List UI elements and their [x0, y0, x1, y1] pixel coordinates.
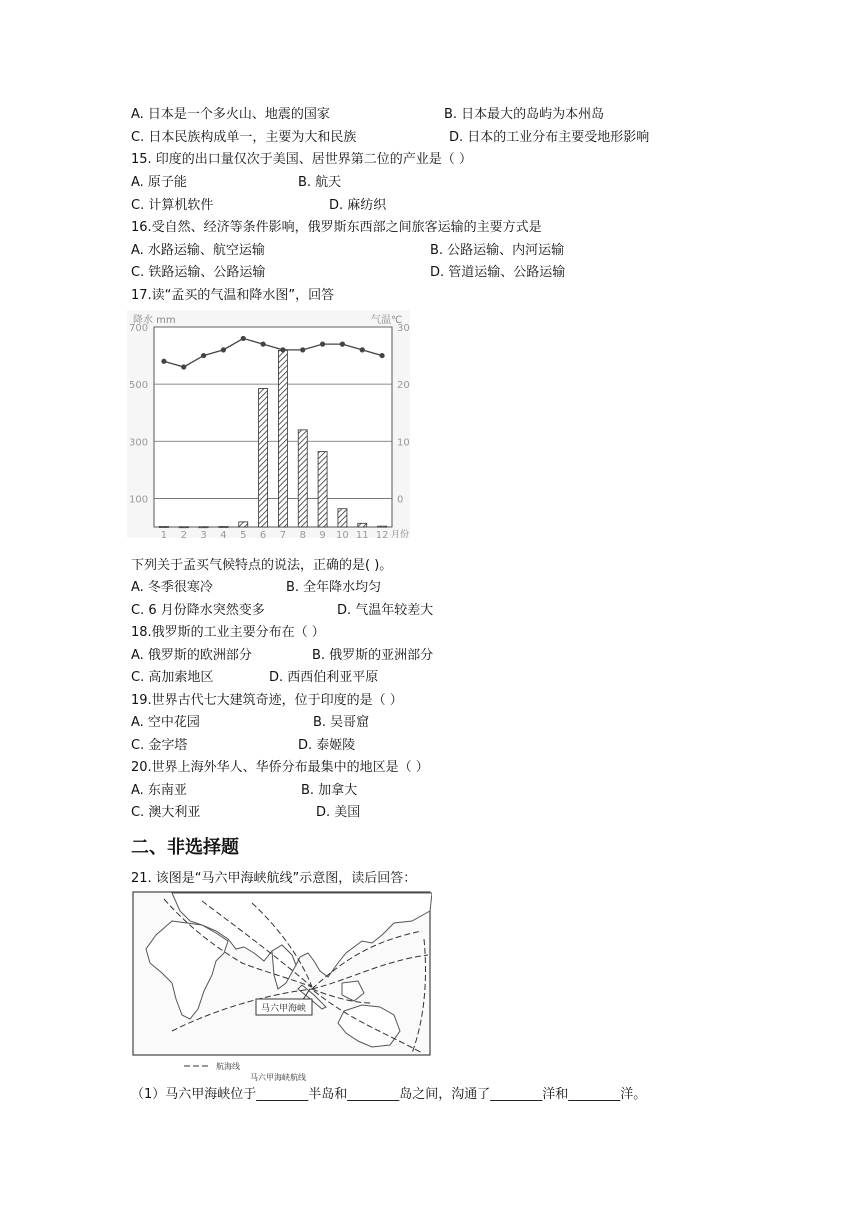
left-tick-label: 300 [129, 437, 149, 449]
q19-option-a: A. 空中花园 [131, 715, 200, 730]
right-tick-label: 20 [397, 380, 410, 392]
right-tick-label: 10 [397, 437, 410, 449]
q21-sub1: （1）马六甲海峡位于________半岛和________岛之间，沟通了________洋和________洋。 [131, 1087, 647, 1102]
temp-point [260, 342, 265, 347]
x-tick-label: 7 [279, 530, 287, 538]
q15-option-a: A. 原子能 [131, 175, 187, 190]
precip-bar [219, 526, 228, 527]
q14-option-d: D. 日本的工业分布主要受地形影响 [449, 130, 650, 145]
x-tick-label: 10 [336, 530, 349, 538]
q17-option-a: A. 冬季很寒冷 [131, 580, 213, 595]
x-axis-label: 月份 [391, 530, 410, 538]
q16-stem: 16.受自然、经济等条件影响，俄罗斯东西部之间旅客运输的主要方式是 [131, 220, 542, 235]
malacca-label: 马六甲海峡 [261, 1004, 307, 1014]
map-caption: 马六甲海峡航线 [250, 1073, 306, 1082]
left-tick-label: 700 [129, 323, 149, 334]
x-tick-label: 12 [375, 530, 389, 538]
temp-point [320, 342, 325, 347]
q18-stem: 18.俄罗斯的工业主要分布在（ ） [131, 625, 325, 640]
precip-bar [159, 526, 168, 527]
q17-option-d: D. 气温年较差大 [337, 603, 434, 618]
right-axis-label: 气温℃ [371, 315, 403, 326]
temp-point [300, 347, 305, 352]
q15-option-b: B. 航天 [298, 175, 342, 190]
right-tick-label: 0 [397, 494, 404, 506]
q14-option-b: B. 日本最大的岛屿为本州岛 [444, 107, 605, 122]
q15-option-c: C. 计算机软件 [131, 198, 214, 213]
q14-option-a: A. 日本是一个多火山、地震的国家 [131, 107, 330, 122]
x-tick-label: 6 [259, 530, 267, 538]
temp-point [221, 347, 226, 352]
q19-option-d: D. 泰姬陵 [298, 738, 356, 753]
precip-bar [199, 527, 208, 528]
malacca-route-map [132, 891, 432, 1083]
temp-point [340, 342, 345, 347]
precip-bar [179, 527, 188, 528]
q20-option-d: D. 美国 [316, 805, 361, 820]
q17-option-b: B. 全年降水均匀 [286, 580, 382, 595]
precip-bar [338, 509, 347, 527]
temp-point [201, 353, 206, 358]
x-tick-label: 9 [319, 530, 326, 538]
x-tick-label: 5 [240, 530, 247, 538]
q20-option-c: C. 澳大利亚 [131, 805, 201, 820]
x-tick-label: 11 [355, 530, 369, 538]
precip-bar [298, 430, 307, 527]
q16-option-b: B. 公路运输、内河运输 [430, 243, 565, 258]
q15-option-d: D. 麻纺织 [329, 198, 387, 213]
precip-bar [239, 522, 248, 527]
q19-option-b: B. 吴哥窟 [313, 715, 370, 730]
legend-label: 航海线 [216, 1062, 240, 1071]
precip-bar [378, 526, 387, 527]
x-tick-label: 8 [299, 530, 306, 538]
plot-frame [154, 327, 392, 527]
q16-option-d: D. 管道运输、公路运输 [430, 265, 566, 280]
q19-option-c: C. 金字塔 [131, 738, 188, 753]
temp-point [241, 336, 246, 341]
left-tick-label: 500 [129, 380, 149, 392]
temp-point [161, 359, 166, 364]
q20-option-b: B. 加拿大 [301, 783, 358, 798]
q18-option-c: C. 高加索地区 [131, 670, 214, 685]
section-title: 二、非选择题 [131, 837, 239, 858]
q17-stem: 17.读“孟买的气温和降水图”，回答 [131, 288, 335, 303]
x-tick-label: 1 [160, 530, 168, 538]
mumbai-climate-chart [127, 310, 410, 538]
temp-point [379, 353, 384, 358]
q18-option-d: D. 西西伯利亚平原 [269, 670, 379, 685]
q17-question: 下列关于孟买气候特点的说法，正确的是( )。 [131, 558, 393, 573]
left-tick-label: 100 [129, 494, 149, 506]
q20-stem: 20.世界上海外华人、华侨分布最集中的地区是（ ） [131, 760, 429, 775]
precip-bar [278, 350, 287, 527]
q20-option-a: A. 东南亚 [131, 783, 187, 798]
temp-point [360, 347, 365, 352]
x-tick-label: 4 [220, 530, 227, 538]
q17-option-c: C. 6 月份降水突然变多 [131, 603, 265, 618]
temp-point [181, 364, 186, 369]
q19-stem: 19.世界古代七大建筑奇迹，位于印度的是（ ） [131, 693, 403, 708]
temp-point [280, 347, 285, 352]
q14-option-c: C. 日本民族构成单一，主要为大和民族 [131, 130, 357, 145]
x-tick-label: 2 [180, 530, 187, 538]
q18-option-a: A. 俄罗斯的欧洲部分 [131, 648, 252, 663]
q16-option-c: C. 铁路运输、公路运输 [131, 265, 266, 280]
left-axis-label: 降水 mm [133, 315, 176, 326]
q15-stem: 15. 印度的出口量仅次于美国、居世界第二位的产业是（ ） [131, 152, 472, 167]
x-tick-label: 3 [200, 530, 207, 538]
q16-option-a: A. 水路运输、航空运输 [131, 243, 265, 258]
right-tick-label: 30 [397, 323, 410, 334]
q21-stem: 21. 该图是“马六甲海峡航线”示意图，读后回答： [131, 871, 417, 886]
precip-bar [318, 452, 327, 527]
precip-bar [358, 523, 367, 527]
q18-option-b: B. 俄罗斯的亚洲部分 [312, 648, 434, 663]
precip-bar [259, 388, 268, 527]
